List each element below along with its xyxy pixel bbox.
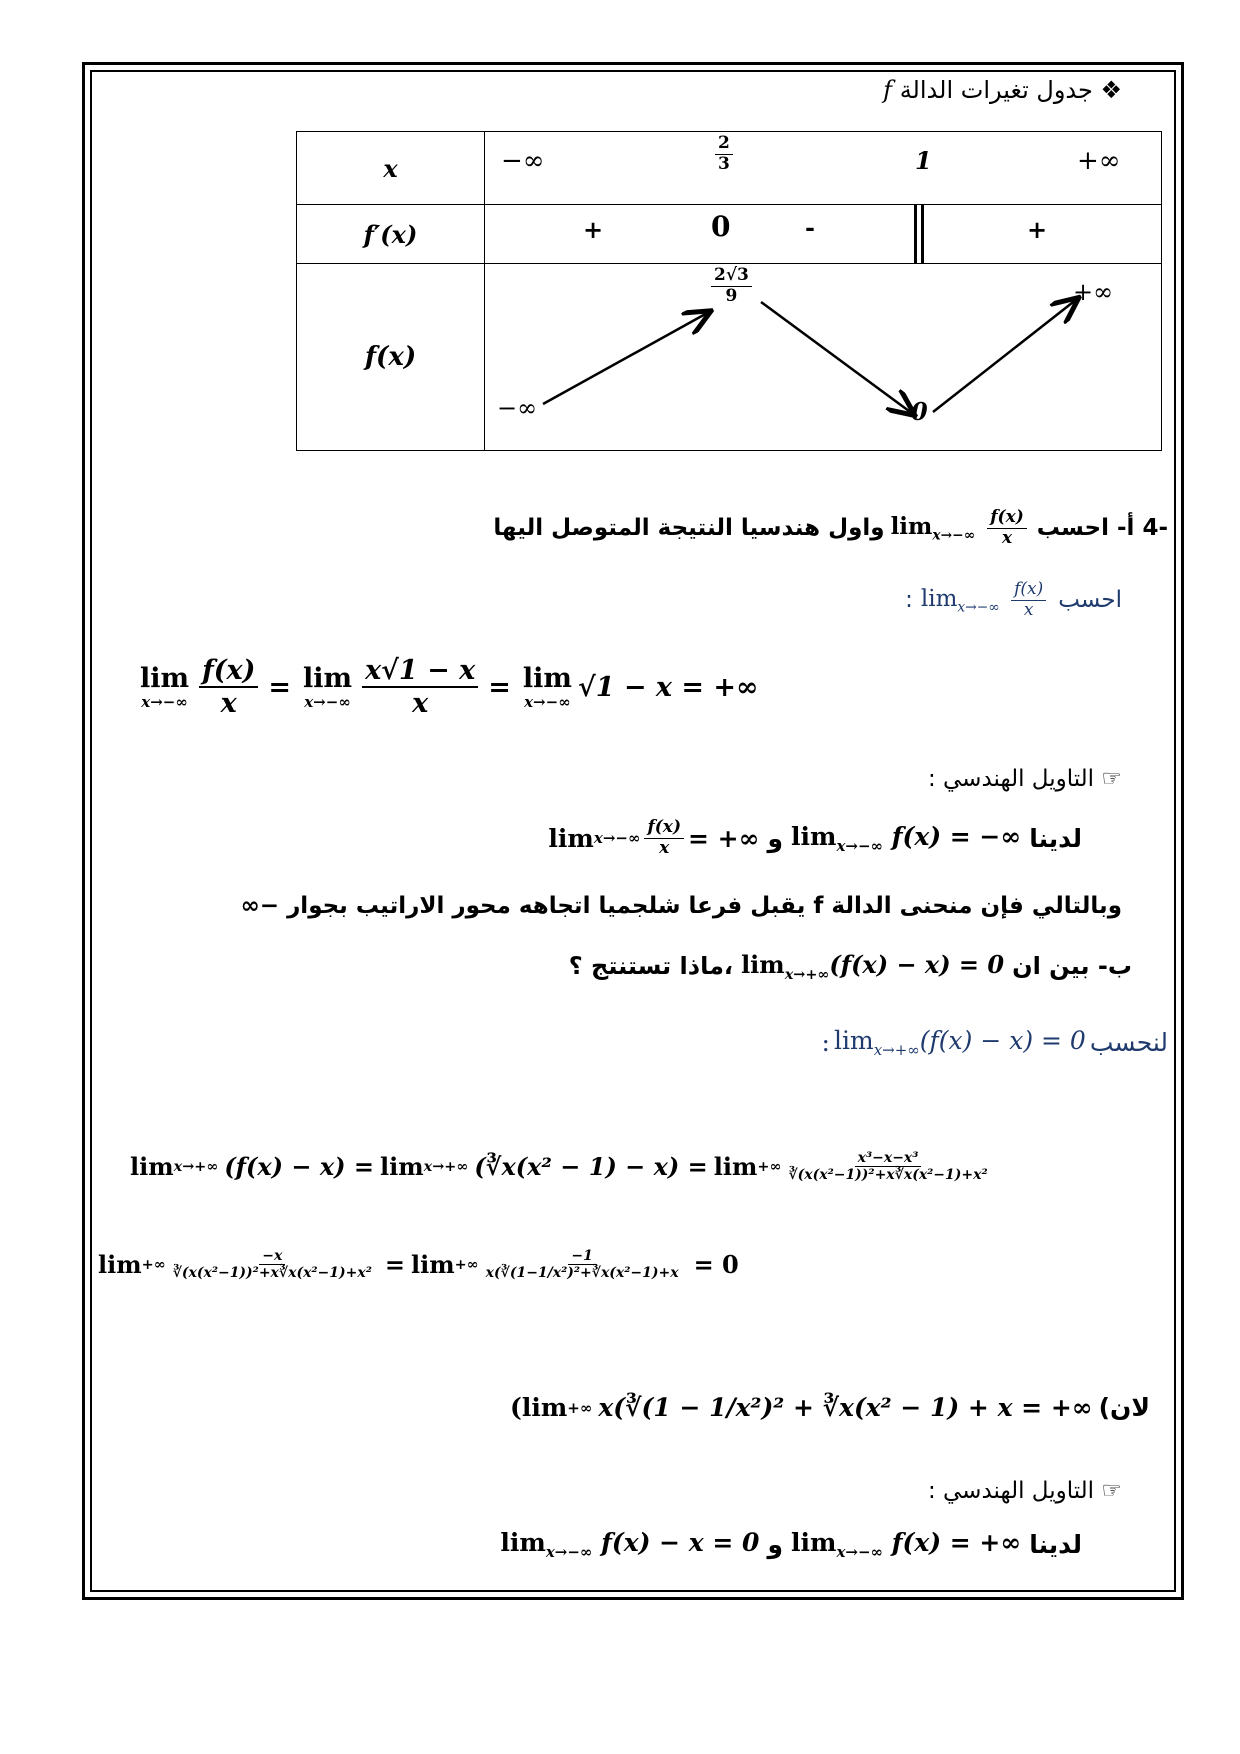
interpretation-heading-1: ☞ التاويل الهندسي : [927, 766, 1122, 792]
question-4a-limit: $\lim_{x\to-\infty}$ $\frac{f(x)}{x}$ [891, 508, 1031, 548]
variation-arrows [485, 264, 1163, 451]
arrow-increasing-2 [933, 299, 1077, 412]
equation-2: lim x→+∞ (f(x) − x) = lim x→+∞ (∛x(x² − 1) − x) = lim +∞ $\frac{\text{x³−x−x³}}{\text{∛(x(x²−1))²+x∛x(x²−1)+x²}}$ [130, 1150, 988, 1184]
sign-minus: - [805, 213, 815, 242]
statement-have-1: لدينا $\lim_{x\to-\infty} f(x)$ = −∞ و lim x→−∞ $\frac{f(x)}{x}$ = +∞ [548, 817, 1082, 858]
question-4a-suffix: واول هندسيا النتيجة المتوصل اليها [493, 515, 885, 542]
x-two-thirds: $\frac{2}{3}$ [715, 134, 733, 174]
variation-table [296, 131, 1162, 451]
hand-pointer-icon: ☞ [1101, 766, 1122, 792]
heading-function-name: f [883, 76, 893, 104]
section-heading [883, 76, 1122, 104]
question-4b: ب- بين ان $\lim_{x\to+\infty}(f(x) - x) = 0$ ،ماذا تستنتج ؟ [568, 950, 1132, 983]
f-min-value: 0 [911, 397, 928, 426]
row-x-label: x [297, 132, 485, 205]
row-fprime-signs [485, 205, 1162, 264]
interpretation-heading-2: ☞ التاويل الهندسي : [927, 1478, 1122, 1504]
x-pos-inf: +∞ [1077, 146, 1121, 176]
sign-zero: 0 [711, 210, 731, 243]
question-4a [493, 508, 1168, 548]
statement-have-2: لدينا $\lim_{x\to-\infty} f(x)$ = +∞ و $\lim_{x\to-\infty} f(x) - x = 0$ [500, 1528, 1082, 1561]
equation-3: lim +∞ $\frac{-x}{\text{∛(x(x²−1))²+x∛x(x²−1)+x²}}$ = lim +∞ $\frac{-1}{\text{x(∛(1−1/x²)²+∛x(x²−1)+x}}$ = 0 [98, 1248, 739, 1282]
double-bar-left [914, 205, 917, 264]
x-neg-inf: −∞ [501, 146, 545, 176]
sign-plus-1: + [583, 215, 604, 244]
x-one: 1 [915, 146, 932, 175]
f-start-value: −∞ [497, 394, 538, 422]
row-f-variations [485, 264, 1162, 451]
question-number: -4 [1142, 515, 1168, 542]
diamond-bullet-icon: ❖ [1100, 76, 1122, 104]
heading-text: جدول تغيرات الدالة [899, 76, 1093, 104]
equation-1: lim x→−∞ $\frac{f(x)}{x}$ = lim x→−∞ $\frac{x√1 - x}{x}$ = lim x→−∞ √1 − x = +∞ [140, 655, 759, 720]
sign-plus-2: + [1027, 215, 1048, 244]
arrow-decreasing [761, 302, 913, 414]
f-end-value: +∞ [1073, 278, 1114, 306]
compute-label-1: احسب $\lim_{x\to-\infty}$ $\frac{f(x)}{x}$ : [905, 579, 1122, 620]
hand-pointer-icon: ☞ [1101, 1478, 1122, 1504]
arrow-increasing-1 [543, 312, 709, 404]
justification: (lim +∞ x(∛(1 − 1/x²)² + ∛x(x² − 1) + x = +∞ لان) [510, 1393, 1150, 1422]
compute-label-2: لنحسب $\lim_{x\to+\infty}(f(x) - x) = 0$ : [821, 1026, 1168, 1059]
row-f-label: f(x) [297, 264, 485, 451]
double-bar-right [921, 205, 924, 264]
row-x-values [485, 132, 1162, 205]
conclusion-1: وبالتالي فإن منحنى الدالة f يقبل فرعا شلجميا اتجاهه محور الاراتيب بجوار −∞ [240, 893, 1122, 919]
row-fprime-label: f′(x) [297, 205, 485, 264]
f-max-value: $\frac{2√3}{9}$ [711, 266, 752, 306]
question-4a-prefix: أ- احسب [1036, 515, 1135, 542]
